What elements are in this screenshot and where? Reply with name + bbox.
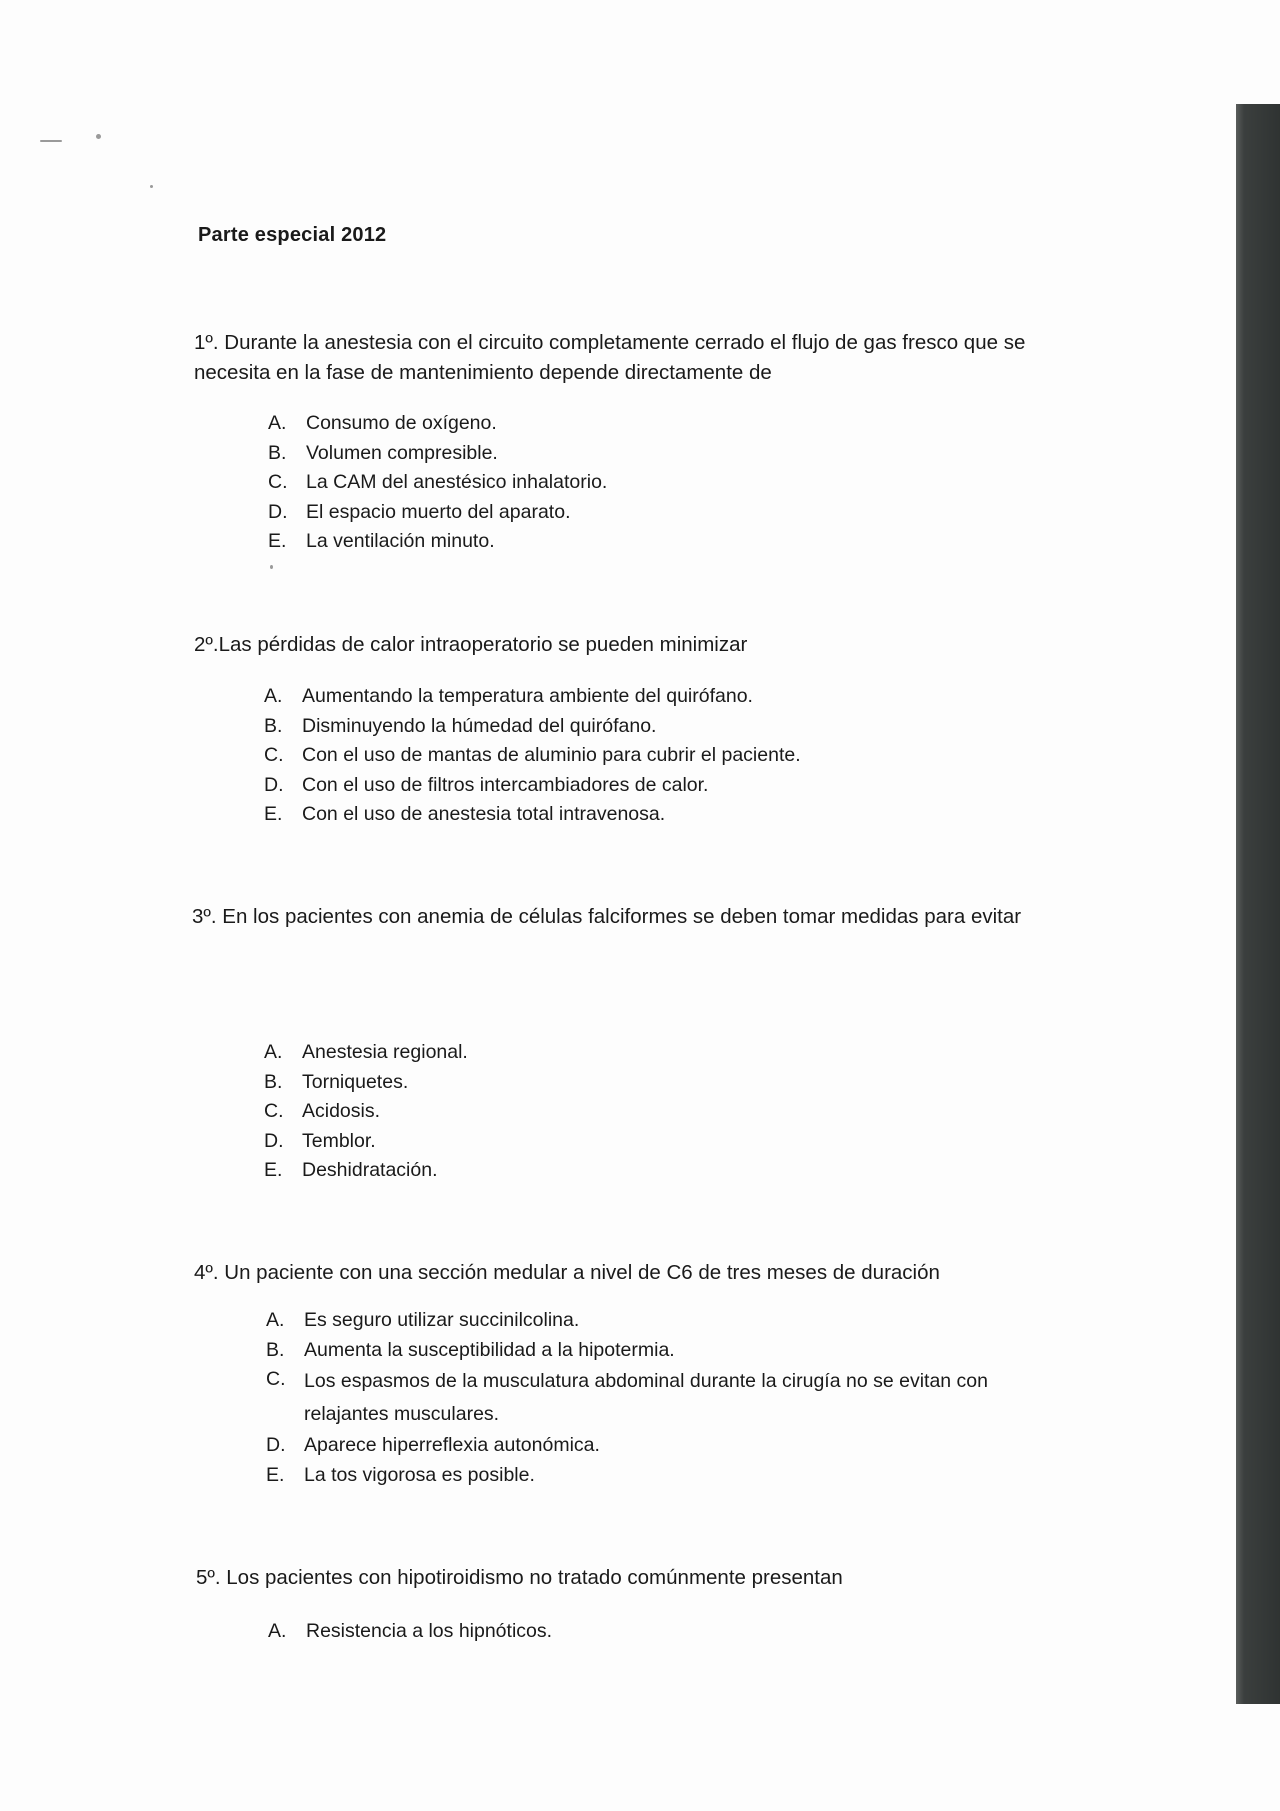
question-3-option-e [264,1156,1062,1186]
option-text: Aumentando la temperatura ambiente del quirófano. [302,685,753,707]
option-letter: C. [266,1368,286,1390]
scan-speck [96,134,101,139]
question-3-prompt: 3º. En los pacientes con anemia de células falciformes se deben tomar medidas para evitar [192,905,1022,928]
option-letter: A. [268,1620,287,1642]
option-text: El espacio muerto del aparato. [306,500,571,523]
option-letter: E. [264,803,283,825]
option-text: Torniquetes. [302,1070,409,1093]
option-letter: D. [266,1434,286,1456]
option-text: Con el uso de filtros intercambiadores de calor. [302,773,709,796]
question-4-option-c [266,1365,1064,1431]
question-1-option-b [268,439,1066,469]
question-2-option-b [264,712,1062,742]
option-letter: C. [268,471,288,493]
option-letter: D. [264,1129,284,1152]
option-text: Deshidratación. [302,1159,438,1181]
option-text: Es seguro utilizar succinilcolina. [304,1309,580,1331]
option-text: Acidosis. [302,1100,381,1122]
question-1-options [268,409,1066,557]
scan-speck [40,140,62,142]
option-letter: C. [264,1100,284,1122]
option-letter: A. [268,412,287,434]
question-5-prompt: 5º. Los pacientes con hipotiroidismo no tratado comúnmente presentan [196,1566,843,1589]
option-text: La CAM del anestésico inhalatorio. [306,471,608,493]
scan-speck [270,565,273,569]
question-4-option-a [266,1306,1064,1336]
option-letter: E. [268,530,287,552]
option-letter: C. [264,744,284,766]
page-title: Parte especial 2012 [198,224,387,246]
option-text: Con el uso de anestesia total intravenosa. [302,803,666,825]
question-2-option-d [264,771,1062,801]
question-5-options [268,1617,1066,1647]
question-2-option-a [264,682,1062,712]
option-text: Anestesia regional. [302,1041,468,1063]
option-letter: E. [264,1159,283,1181]
option-text: Consumo de oxígeno. [306,412,497,434]
question-4-prompt: 4º. Un paciente con una sección medular a nivel de C6 de tres meses de duración [194,1261,940,1284]
option-text: Con el uso de mantas de aluminio para cubrir el paciente. [302,744,801,766]
option-letter: D. [264,773,284,796]
option-text: Aumenta la susceptibilidad a la hipotermia. [304,1338,675,1361]
option-letter: A. [264,685,283,707]
option-text: Disminuyendo la húmedad del quirófano. [302,714,657,737]
question-1-option-e [268,527,1066,557]
question-3-options [264,1038,1062,1186]
option-text: Resistencia a los hipnóticos. [306,1620,553,1642]
question-1-option-c [268,468,1066,498]
option-text: La tos vigorosa es posible. [304,1463,535,1486]
option-letter: A. [264,1041,283,1063]
question-4-option-e [266,1461,1064,1491]
option-letter: B. [264,714,283,737]
question-3-option-b [264,1068,1062,1098]
option-letter: B. [268,441,287,464]
question-1-prompt: 1º. Durante la anestesia con el circuito completamente cerrado el flujo de gas fresco que se necesita en la fase de mantenimiento depende directamente de [194,331,1026,384]
question-4-options [266,1306,1064,1490]
question-2-option-c [264,741,1062,771]
question-4-option-d [266,1431,1064,1461]
scan-speck [150,185,153,188]
question-5-option-a [268,1617,1066,1647]
question-3-option-d [264,1127,1062,1157]
scan-dark-edge [1236,104,1280,1704]
question-3-option-c [264,1097,1062,1127]
option-letter: B. [266,1338,285,1361]
option-text: La ventilación minuto. [306,530,495,552]
question-2-options [264,682,1062,830]
question-2-option-e [264,800,1062,830]
question-2-prompt: 2º.Las pérdidas de calor intraoperatorio se pueden minimizar [194,633,748,656]
question-1-option-a [268,409,1066,439]
option-text: Los espasmos de la musculatura abdominal durante la cirugía no se evitan con relajantes musculares. [304,1370,988,1425]
option-text: Temblor. [302,1129,376,1152]
option-letter: E. [266,1463,285,1486]
option-letter: D. [268,500,288,523]
option-letter: B. [264,1070,283,1093]
option-text: Aparece hiperreflexia autonómica. [304,1434,600,1456]
option-letter: A. [266,1309,285,1331]
question-3-option-a [264,1038,1062,1068]
option-text: Volumen compresible. [306,441,498,464]
question-4-option-b [266,1336,1064,1366]
question-1-option-d [268,498,1066,528]
